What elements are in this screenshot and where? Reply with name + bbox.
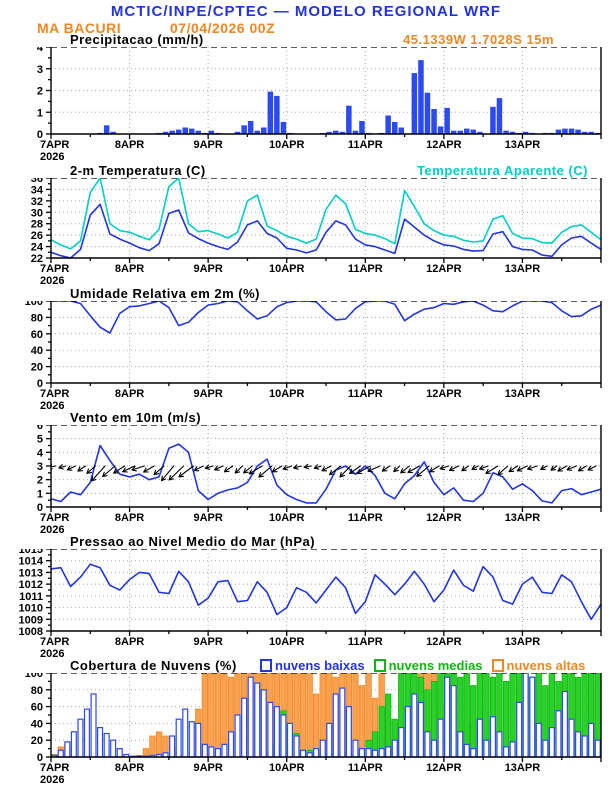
cloud-cover-chart — [0, 673, 612, 792]
svg-text:4: 4 — [36, 447, 43, 460]
svg-text:1010: 1010 — [18, 602, 43, 615]
svg-text:13APR: 13APR — [504, 139, 541, 151]
svg-text:1: 1 — [36, 107, 43, 120]
wind-chart — [0, 425, 612, 544]
svg-text:7APR: 7APR — [40, 512, 70, 524]
svg-text:2: 2 — [36, 474, 43, 487]
svg-text:13APR: 13APR — [504, 512, 541, 524]
legend-label-mid-clouds: nuvens medias — [388, 658, 483, 673]
svg-text:6: 6 — [36, 425, 43, 432]
apparent-temperature-legend-label: Temperatura Aparente (C) — [417, 163, 588, 178]
svg-text:8APR: 8APR — [114, 762, 145, 774]
svg-text:26: 26 — [30, 230, 43, 243]
humidity-chart — [0, 301, 612, 420]
panel-title-humidity: Umidade Relativa em 2m (%) — [70, 286, 261, 301]
svg-text:2026: 2026 — [40, 524, 65, 536]
svg-text:32: 32 — [30, 195, 43, 208]
svg-text:1013: 1013 — [18, 567, 43, 580]
svg-text:1: 1 — [36, 488, 43, 501]
svg-text:10APR: 10APR — [268, 139, 305, 151]
svg-text:8APR: 8APR — [114, 388, 145, 400]
svg-text:11APR: 11APR — [347, 388, 383, 400]
svg-text:12APR: 12APR — [426, 388, 462, 400]
svg-text:20: 20 — [30, 361, 43, 374]
svg-text:40: 40 — [30, 718, 43, 731]
svg-text:2026: 2026 — [40, 400, 65, 412]
svg-text:8APR: 8APR — [114, 636, 145, 648]
svg-text:1012: 1012 — [18, 579, 43, 592]
svg-text:11APR: 11APR — [347, 263, 383, 275]
svg-text:10APR: 10APR — [268, 388, 305, 400]
svg-text:9APR: 9APR — [193, 762, 223, 774]
svg-text:60: 60 — [30, 701, 43, 714]
svg-text:13APR: 13APR — [504, 263, 541, 275]
svg-text:13APR: 13APR — [504, 762, 541, 774]
svg-text:22: 22 — [30, 253, 43, 265]
svg-text:1009: 1009 — [18, 614, 43, 627]
svg-text:12APR: 12APR — [426, 263, 462, 275]
svg-text:0: 0 — [36, 378, 43, 390]
svg-text:5: 5 — [36, 433, 43, 446]
svg-text:11APR: 11APR — [347, 636, 383, 648]
temperature-chart — [0, 178, 612, 295]
svg-text:34: 34 — [30, 184, 43, 197]
svg-text:0: 0 — [36, 502, 43, 514]
svg-text:1011: 1011 — [19, 590, 43, 603]
svg-text:28: 28 — [30, 218, 43, 231]
svg-text:2026: 2026 — [40, 151, 65, 163]
svg-text:8APR: 8APR — [114, 139, 145, 151]
svg-text:0: 0 — [36, 129, 43, 141]
svg-text:13APR: 13APR — [504, 388, 541, 400]
svg-text:11APR: 11APR — [347, 512, 383, 524]
station-name: MA BACURI — [37, 20, 122, 36]
svg-text:12APR: 12APR — [426, 762, 462, 774]
svg-text:80: 80 — [30, 312, 43, 325]
legend-item-mid-clouds — [374, 658, 483, 673]
svg-text:36: 36 — [30, 178, 43, 185]
panel-title-precipitation: Precipitacao (mm/h) — [70, 32, 204, 47]
panel-title-wind: Vento em 10m (m/s) — [70, 410, 202, 425]
legend-item-high-clouds — [492, 658, 586, 673]
svg-text:10APR: 10APR — [268, 762, 305, 774]
pressure-chart — [0, 549, 612, 668]
panel-title-temperature: 2-m Temperatura (C) — [70, 163, 206, 178]
svg-text:24: 24 — [30, 241, 43, 254]
svg-text:60: 60 — [30, 328, 43, 341]
svg-text:1014: 1014 — [18, 555, 43, 568]
svg-text:2026: 2026 — [40, 275, 65, 287]
svg-text:7APR: 7APR — [40, 762, 70, 774]
svg-text:20: 20 — [30, 735, 43, 748]
svg-text:13APR: 13APR — [504, 636, 541, 648]
svg-text:0: 0 — [36, 752, 43, 764]
mid-clouds-swatch-icon — [374, 659, 386, 672]
svg-text:12APR: 12APR — [426, 636, 462, 648]
coords-elevation-label: 45.1339W 1.7028S 15m — [403, 32, 554, 47]
panel-title-pressure: Pressao ao Nivel Medio do Mar (hPa) — [70, 534, 316, 549]
svg-text:40: 40 — [30, 345, 43, 358]
svg-text:10APR: 10APR — [268, 636, 305, 648]
legend-label-high-clouds: nuvens altas — [506, 658, 586, 673]
svg-text:7APR: 7APR — [40, 388, 70, 400]
svg-text:11APR: 11APR — [347, 139, 383, 151]
svg-text:2026: 2026 — [40, 648, 65, 660]
svg-text:12APR: 12APR — [426, 139, 462, 151]
svg-text:9APR: 9APR — [193, 512, 223, 524]
svg-text:7APR: 7APR — [40, 139, 70, 151]
low-clouds-swatch-icon — [260, 659, 272, 672]
run-datetime: 07/04/2026 00Z — [170, 20, 276, 36]
svg-text:10APR: 10APR — [268, 263, 305, 275]
legend-label-low-clouds: nuvens baixas — [275, 658, 365, 673]
svg-text:3: 3 — [36, 461, 43, 473]
svg-text:100: 100 — [24, 301, 43, 308]
svg-text:10APR: 10APR — [268, 512, 305, 524]
cloud-cover-legend — [260, 658, 585, 673]
svg-text:8APR: 8APR — [114, 263, 145, 275]
svg-text:7APR: 7APR — [40, 636, 70, 648]
svg-text:100: 100 — [24, 673, 43, 680]
svg-text:1015: 1015 — [18, 549, 43, 556]
svg-text:8APR: 8APR — [114, 512, 145, 524]
svg-text:1008: 1008 — [18, 626, 43, 638]
report-title: MCTIC/INPE/CPTEC — MODELO REGIONAL WRF — [110, 3, 502, 20]
svg-text:12APR: 12APR — [426, 512, 462, 524]
svg-text:2026: 2026 — [40, 774, 65, 786]
svg-text:9APR: 9APR — [193, 388, 223, 400]
svg-text:9APR: 9APR — [193, 263, 223, 275]
svg-text:4: 4 — [36, 47, 43, 54]
svg-text:7APR: 7APR — [40, 263, 70, 275]
svg-text:2: 2 — [36, 85, 43, 98]
high-clouds-swatch-icon — [492, 659, 504, 672]
panel-title-cloud-cover: Cobertura de Nuvens (%) — [70, 658, 237, 673]
svg-text:80: 80 — [30, 684, 43, 697]
svg-text:3: 3 — [36, 63, 43, 76]
svg-text:11APR: 11APR — [347, 762, 383, 774]
svg-text:9APR: 9APR — [193, 139, 223, 151]
svg-text:9APR: 9APR — [193, 636, 223, 648]
svg-text:30: 30 — [30, 207, 43, 220]
legend-item-low-clouds — [260, 658, 365, 673]
precipitation-chart — [0, 47, 612, 171]
